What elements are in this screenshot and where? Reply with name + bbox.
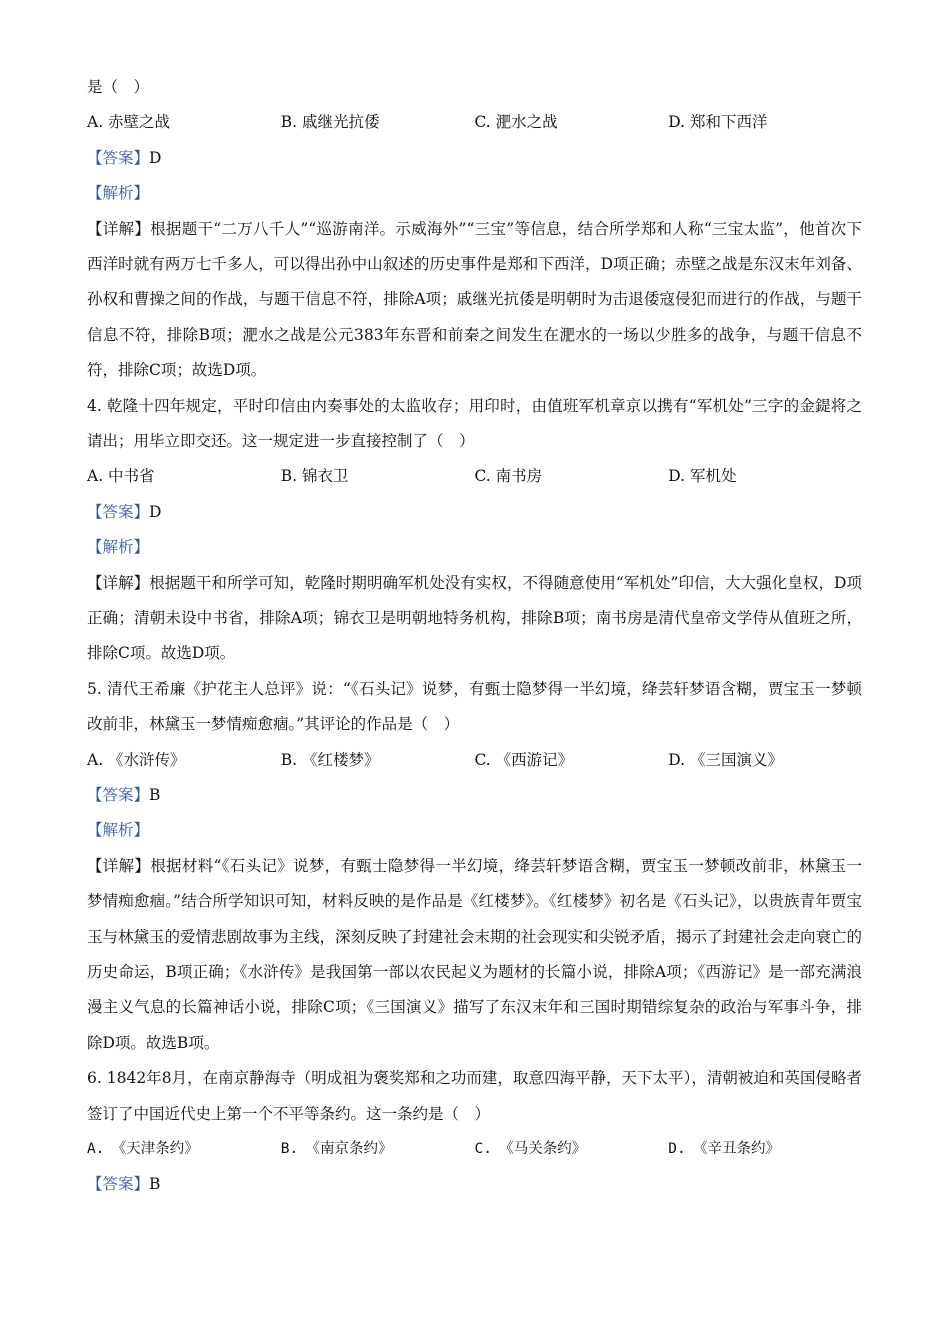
q4-option-a: A. 中书省 (87, 467, 155, 486)
q4-option-b: B. 锦衣卫 (280, 467, 349, 486)
q6-option-d: D. 《辛丑条约》 (668, 1141, 780, 1158)
q3-options (87, 105, 862, 140)
q3-option-a: A. 赤壁之战 (87, 113, 171, 132)
detail-tag: 【详解】 (87, 573, 150, 592)
q6-option-a: A. 《天津条约》 (87, 1141, 199, 1158)
q5-option-d: D. 《三国演义》 (668, 750, 783, 769)
q5-answer-value: B (149, 786, 161, 804)
q5-analysis (87, 813, 862, 848)
q5-option-a: A. 《水浒传》 (87, 750, 186, 769)
q3-stem-end: 是（ ） (87, 78, 150, 96)
q4-option-c: C. 南书房 (474, 467, 543, 486)
analysis-tag: 【解析】 (87, 184, 150, 203)
q4-detail-text: 根据题干和所学可知，乾隆时期明确军机处没有实权，不得随意使用“军机处”印信，大大强化皇权，D项正确；清朝未设中书省，排除A项；锦衣卫是明朝地特务机构，排除B项；南书房是清代皇帝文学侍从值班之所，排除C项。故选D项。 (87, 573, 862, 663)
q3-option-b: B. 戚继光抗倭 (280, 113, 380, 132)
document-page (87, 70, 862, 1203)
q5-stem: 5. 清代王希廉《护花主人总评》说：“《石头记》说梦，有甄士隐梦得一半幻境，绛芸轩梦语含糊，贾宝玉一梦顿改前非，林黛玉一梦情痴愈痼。”其评论的作品是（ ） (87, 679, 862, 734)
q4-stem: 4. 乾隆十四年规定，平时印信由内奏事处的太监收存；用印时，由值班军机章京以携有“军机处”三字的金鍉将之请出；用毕立即交还。这一规定进一步直接控制了（ ） (87, 396, 862, 450)
q3-answer-value: D (149, 148, 162, 167)
answer-tag: 【答案】 (87, 502, 150, 521)
detail-tag: 【详解】 (87, 856, 151, 875)
q6-options (87, 1132, 862, 1167)
q4-answer-value: D (149, 502, 162, 521)
q4-answer (87, 495, 862, 530)
q6-option-c: C. 《马关条约》 (474, 1141, 587, 1158)
answer-tag: 【答案】 (87, 148, 150, 167)
q3-answer (87, 141, 862, 176)
q5-option-c: C. 《西游记》 (474, 750, 574, 769)
q5-detail-text: 根据材料“《石头记》说梦，有甄士隐梦得一半幻境，绛芸轩梦语含糊，贾宝玉一梦顿改前非，林黛玉一梦情痴愈痼。”结合所学知识可知，材料反映的是作品是《红楼梦》。《红楼梦》初名是《石头记》，以贵族青年贾宝玉与林黛玉的爱情悲剧故事为主线，深刻反映了封建社会末期的社会现实和尖锐矛盾，揭示了封建社会走向衰亡的历史命运，B项正确；《水浒传》是我国第一部以农民起义为题材的长篇小说，排除A项；《西游记》是一部充满浪漫主义气息的长篇神话小说，排除C项；《三国演义》描写了东汉末年和三国时期错综复杂的政治与军事斗争，排除D项。故选B项。 (87, 856, 863, 1052)
q3-analysis (87, 176, 862, 211)
analysis-tag: 【解析】 (87, 538, 150, 557)
detail-tag: 【详解】 (87, 219, 151, 238)
q3-detail-text: 根据题干“二万八千人”“巡游南洋。示威海外”“三宝”等信息，结合所学郑和人称“三宝太监”，他首次下西洋时就有两万七千多人，可以得出孙中山叙述的历史事件是郑和下西洋，D项正确；赤壁之战是东汉末年刘备、孙权和曹操之间的作战，与题干信息不符，排除A项；戚继光抗倭是明朝时为击退倭寇侵犯而进行的作战，与题干信息不符，排除B项；淝水之战是公元383年东晋和前秦之间发生在淝水的一场以少胜多的战争，与题干信息不符，排除C项；故选D项。 (87, 219, 862, 380)
q4-options (87, 459, 862, 494)
q3-detail (87, 212, 862, 389)
answer-tag: 【答案】 (87, 1175, 150, 1194)
q6-answer-value: B (149, 1175, 161, 1194)
q5-options (87, 743, 862, 778)
analysis-tag: 【解析】 (87, 821, 150, 840)
answer-tag: 【答案】 (87, 786, 150, 804)
q3-option-c: C. 淝水之战 (474, 113, 558, 132)
q5-option-b: B. 《红楼梦》 (280, 750, 380, 769)
q6-answer (87, 1167, 862, 1202)
q4-analysis (87, 530, 862, 565)
q4-detail (87, 566, 862, 672)
q5-answer (87, 778, 862, 813)
q4-option-d: D. 军机处 (668, 467, 737, 486)
q6-option-b: B. 《南京条约》 (280, 1141, 393, 1158)
q5-detail (87, 849, 862, 1061)
q6-stem: 6. 1842年8月，在南京静海寺（明成祖为褒奖郑和之功而建，取意四海平静，天下太平），清朝被迫和英国侵略者签订了中国近代史上第一个不平等条约。这一条约是（ ） (87, 1069, 862, 1123)
q3-option-d: D. 郑和下西洋 (668, 113, 768, 132)
